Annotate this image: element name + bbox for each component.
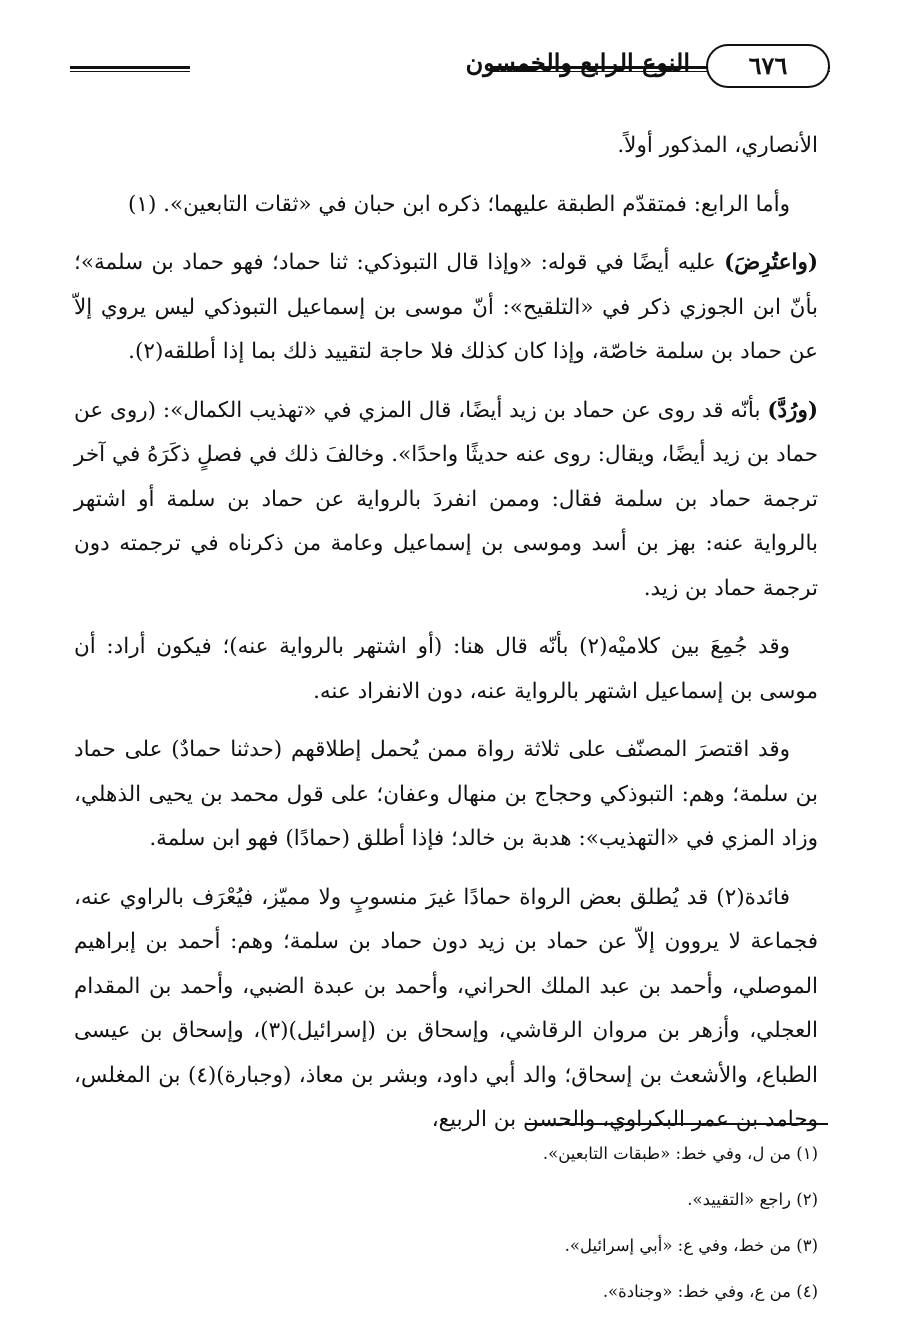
main-text [74, 124, 818, 1157]
paragraph: وقد جُمِعَ بين كلاميْه(٢) بأنّه قال هنا: (أو اشتهر بالرواية عنه)؛ فيكون أراد: أن موسى بن إسماعيل اشتهر بالرواية عنه، دون الانفراد عنه. [74, 634, 818, 704]
page-number: ٦٧٦ [706, 44, 830, 88]
paragraph: وأما الرابع: فمتقدّم الطبقة عليهما؛ ذكره ابن حبان في «ثقات التابعين». (١) [128, 191, 790, 217]
footnotes [74, 1142, 818, 1326]
footnote: (٣) من خط، وفي ع: «أبي إسرائيل». [564, 1236, 818, 1255]
paragraph-text: بأنّه قد روى عن حماد بن زيد أيضًا، قال المزي في «تهذيب الكمال»: (روى عن حماد بن زيد أيضًا، ويقال: روى عنه حديثًا واحدًا». وخالفَ ذلك في فصلٍ ذكَرَهُ في آخر ترجمة حماد بن سلمة فقال: وممن انفردَ بالرواية عن حماد بن سلمة أو اشتهر بالرواية عنه: بهز بن أسد وموسى بن إسماعيل وعامة من ذكرناه في ترجمته دون ترجمة حماد بن زيد. [74, 397, 818, 601]
page-header [70, 44, 830, 94]
paragraph [74, 241, 818, 375]
running-title: النوع الرابع والخمسون [465, 48, 690, 77]
paragraph: فائدة(٢) قد يُطلق بعض الرواة حمادًا غيرَ منسوبٍ ولا مميّز، فيُعْرَف بالراوي عنه، فجماعة لا يروون إلاّ عن حماد بن زيد دون حماد بن سلمة؛ وهم: أحمد بن إبراهيم الموصلي، وأحمد بن عبد الملك الحراني، وأحمد بن عبدة الضبي، وأحمد بن المقدام العجلي، وأزهر بن مروان الرقاشي، وإسحاق بن (إسرائيل)(٣)، وإسحاق بن عيسى الطباع، والأشعث بن إسحاق؛ والد أبي داود، وبشر بن معاذ، (وجبارة)(٤) بن المغلس، وحامد بن عمر البكراوي، والحسن بن الربيع، [74, 884, 818, 1132]
paragraph [74, 389, 818, 612]
header-rule-left [70, 66, 190, 72]
keyword: (واعتُرِضَ) [724, 250, 818, 275]
footnote-separator [526, 1123, 828, 1125]
keyword: (ورُدَّ) [767, 397, 818, 423]
paragraph-text: عليه أيضًا في قوله: «وإذا قال التبوذكي: ثنا حماد؛ فهو حماد بن سلمة»؛ بأنّ ابن الجوزي ذكر في «التلقيح»: أنّ موسى بن إسماعيل التبوذكي ليس يروي إلاّ عن حماد بن سلمة خاصّة، وإذا كان كذلك فلا حاجة لتقييد ذلك بما إذا أطلقه(٢). [74, 250, 818, 364]
footnote: (١) من ل، وفي خط: «طبقات التابعين». [542, 1144, 818, 1163]
paragraph: وقد اقتصرَ المصنّف على ثلاثة رواة ممن يُحمل إطلاقهم (حدثنا حمادٌ) على حماد بن سلمة؛ وهم: التبوذكي وحجاج بن منهال وعفان؛ على قول محمد بن يحيى الذهلي، وزاد المزي في «التهذيب»: هدبة بن خالد؛ فإذا أطلق (حمادًا) فهو ابن سلمة. [74, 737, 818, 851]
paragraph: الأنصاري، المذكور أولاً. [617, 133, 818, 158]
footnote: (٤) من ع، وفي خط: «وجنادة». [602, 1282, 818, 1301]
footnote: (٢) راجع «التقييد». [687, 1190, 818, 1209]
